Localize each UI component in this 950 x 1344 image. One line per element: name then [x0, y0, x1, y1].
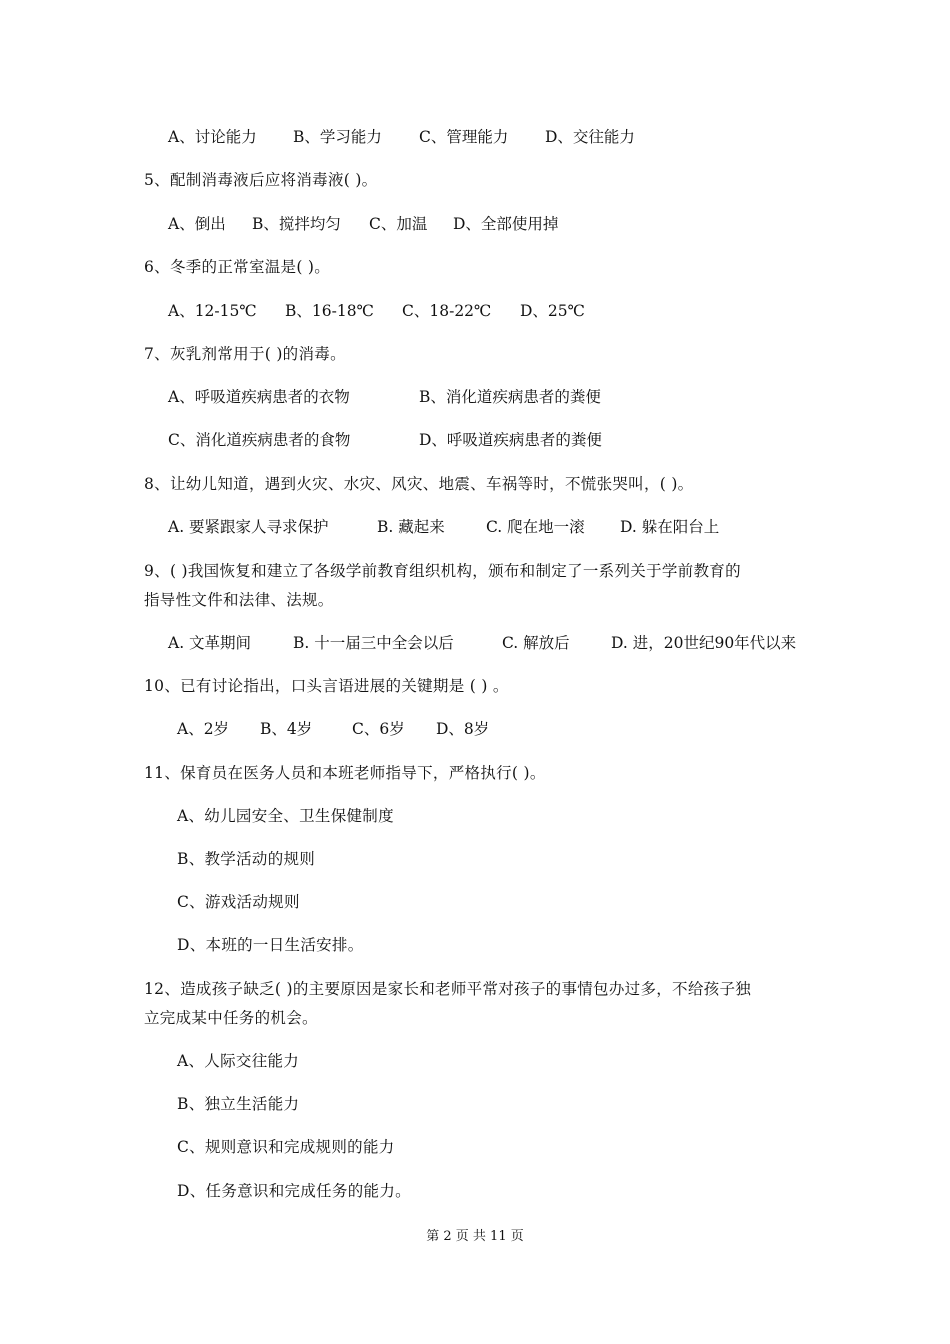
option-a: A、12-15℃ — [168, 302, 257, 320]
option-d: D、呼吸道疾病患者的粪便 — [419, 431, 602, 449]
option-d: D、25℃ — [520, 302, 585, 320]
option-b: B、学习能力 — [293, 128, 382, 146]
option-d: D、交往能力 — [545, 128, 635, 146]
option-a: A. 文革期间 — [168, 634, 252, 652]
question-7-stem: 7、灰乳剂常用于( )的消毒。 — [144, 345, 346, 363]
option-b: B、16-18℃ — [285, 302, 374, 320]
option-b: B、搅拌均匀 — [252, 215, 341, 233]
question-5-stem: 5、配制消毒液后应将消毒液( )。 — [144, 171, 378, 189]
option-d: D. 进，20世纪90年代以来 — [611, 634, 797, 652]
option-d: D、全部使用掉 — [453, 215, 559, 233]
question-12-stem-line2: 立完成某中任务的机会。 — [144, 1009, 318, 1027]
question-11-option-d: D、本班的一日生活安排。 — [177, 936, 364, 954]
option-a: A、2岁 — [177, 720, 230, 738]
question-12-option-b: B、独立生活能力 — [177, 1095, 300, 1113]
option-c: C、管理能力 — [419, 128, 509, 146]
question-8-stem: 8、让幼儿知道，遇到火灾、水灾、风灾、地震、车祸等时，不慌张哭叫，( )。 — [144, 475, 694, 493]
option-a: A、讨论能力 — [168, 128, 257, 146]
option-c: C、消化道疾病患者的食物 — [168, 431, 351, 449]
option-c: C、加温 — [369, 215, 428, 233]
question-11-option-a: A、幼儿园安全、卫生保健制度 — [177, 807, 394, 825]
question-9-stem-line2: 指导性文件和法律、法规。 — [144, 591, 334, 609]
option-a: A. 要紧跟家人寻求保护 — [168, 518, 329, 536]
question-11-stem: 11、保育员在医务人员和本班老师指导下，严格执行( )。 — [144, 764, 546, 782]
question-12-option-a: A、人际交往能力 — [177, 1052, 300, 1070]
question-6-stem: 6、冬季的正常室温是( )。 — [144, 258, 331, 276]
option-c: C、18-22℃ — [402, 302, 492, 320]
option-a: A、呼吸道疾病患者的衣物 — [168, 388, 350, 406]
option-c: C. 解放后 — [502, 634, 570, 652]
option-b: B. 藏起来 — [377, 518, 445, 536]
page-number-footer: 第 2 页 共 11 页 — [426, 1229, 524, 1244]
option-a: A、倒出 — [168, 215, 226, 233]
question-12-option-c: C、规则意识和完成规则的能力 — [177, 1138, 395, 1156]
question-9-stem-line1: 9、( )我国恢复和建立了各级学前教育组织机构，颁布和制定了一系列关于学前教育的 — [144, 562, 741, 580]
question-11-option-b: B、教学活动的规则 — [177, 850, 316, 868]
question-12-stem-line1: 12、造成孩子缺乏( )的主要原因是家长和老师平常对孩子的事情包办过多，不给孩子独 — [144, 980, 752, 998]
question-10-stem: 10、已有讨论指出，口头言语进展的关键期是 ( ) 。 — [144, 677, 509, 695]
question-12-option-d: D、任务意识和完成任务的能力。 — [177, 1182, 411, 1200]
option-c: C. 爬在地一滚 — [486, 518, 585, 536]
option-b: B、4岁 — [260, 720, 313, 738]
option-d: D、8岁 — [436, 720, 490, 738]
option-c: C、6岁 — [352, 720, 405, 738]
option-b: B. 十一届三中全会以后 — [293, 634, 454, 652]
question-11-option-c: C、游戏活动规则 — [177, 893, 300, 911]
option-b: B、消化道疾病患者的粪便 — [419, 388, 601, 406]
option-d: D. 躲在阳台上 — [620, 518, 720, 536]
